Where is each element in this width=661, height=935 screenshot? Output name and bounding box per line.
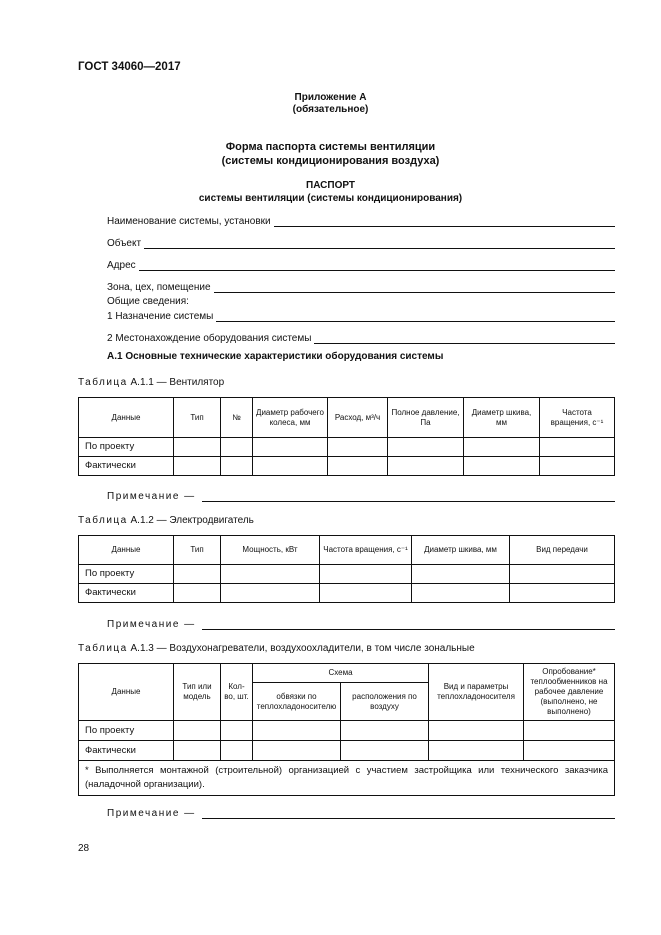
data-cell[interactable] bbox=[174, 721, 221, 741]
caption-label: Таблица bbox=[78, 515, 128, 526]
appendix-title: Приложение А bbox=[294, 92, 367, 103]
passport-title: ПАСПОРТ bbox=[306, 180, 355, 191]
data-cell[interactable] bbox=[510, 565, 615, 584]
data-cell[interactable] bbox=[174, 565, 221, 584]
data-cell[interactable] bbox=[328, 457, 388, 476]
row-label: По проекту bbox=[79, 565, 174, 584]
data-cell[interactable] bbox=[221, 584, 320, 603]
table3-caption bbox=[78, 643, 475, 654]
data-cell[interactable] bbox=[221, 438, 253, 457]
data-cell[interactable] bbox=[341, 741, 429, 761]
caption-label: Таблица bbox=[78, 643, 128, 654]
data-cell[interactable] bbox=[253, 721, 341, 741]
header-cell: обвязки по теплохладоносителю bbox=[253, 683, 341, 721]
field-label: Адрес bbox=[107, 260, 136, 271]
data-cell[interactable] bbox=[464, 457, 540, 476]
table-row bbox=[79, 438, 615, 457]
fill-line[interactable] bbox=[216, 320, 615, 322]
fill-line[interactable] bbox=[139, 269, 615, 271]
data-cell[interactable] bbox=[174, 457, 221, 476]
data-cell[interactable] bbox=[388, 457, 464, 476]
table-row bbox=[79, 457, 615, 476]
data-cell[interactable] bbox=[524, 741, 615, 761]
data-cell[interactable] bbox=[540, 438, 615, 457]
table-motor bbox=[78, 535, 615, 603]
data-cell[interactable] bbox=[412, 584, 510, 603]
header-cell: Данные bbox=[79, 536, 174, 565]
table-row bbox=[79, 565, 615, 584]
field-system-name bbox=[107, 216, 615, 227]
header-cell: Тип или модель bbox=[174, 664, 221, 721]
header-cell: Кол-во, шт. bbox=[221, 664, 253, 721]
data-cell[interactable] bbox=[221, 565, 320, 584]
caption-text: А.1.3 — Воздухонагреватели, воздухоохладители, в том числе зональные bbox=[127, 643, 475, 654]
field-label: 2 Местонахождение оборудования системы bbox=[107, 333, 312, 344]
table-footnote: * Выполняется монтажной (строительной) организацией с участием застройщика или технического заказчика (наладочной организации). bbox=[79, 761, 615, 796]
form-title-line1: Форма паспорта системы вентиляции bbox=[225, 141, 436, 153]
table1-caption bbox=[78, 377, 224, 388]
header-cell: Частота вращения, с⁻¹ bbox=[320, 536, 412, 565]
note-label: Примечание — bbox=[107, 619, 196, 630]
fill-line[interactable] bbox=[202, 628, 615, 630]
table3-note bbox=[107, 808, 615, 819]
field-object bbox=[107, 238, 615, 249]
note-label: Примечание — bbox=[107, 491, 196, 502]
table1-note bbox=[107, 491, 615, 502]
caption-label: Таблица bbox=[78, 377, 128, 388]
data-cell[interactable] bbox=[510, 584, 615, 603]
row-label: По проекту bbox=[79, 721, 174, 741]
header-cell: Диаметр шкива, мм bbox=[464, 398, 540, 438]
header-cell: Схема bbox=[253, 664, 429, 683]
field-label: Объект bbox=[107, 238, 142, 249]
page-number: 28 bbox=[78, 843, 90, 854]
header-cell: расположения по воздуху bbox=[341, 683, 429, 721]
table2-caption bbox=[78, 515, 254, 526]
header-cell: Тип bbox=[174, 536, 221, 565]
table-row bbox=[79, 584, 615, 603]
row-label: По проекту bbox=[79, 438, 174, 457]
data-cell[interactable] bbox=[429, 721, 524, 741]
field-label: Зона, цех, помещение bbox=[107, 282, 211, 293]
header-cell: Мощность, кВт bbox=[221, 536, 320, 565]
header-cell: Полное давление, Па bbox=[388, 398, 464, 438]
document-code: ГОСТ 34060—2017 bbox=[78, 61, 181, 73]
data-cell[interactable] bbox=[174, 584, 221, 603]
data-cell[interactable] bbox=[221, 457, 253, 476]
table-fan bbox=[78, 397, 615, 476]
table-heaters bbox=[78, 663, 615, 796]
appendix-status: (обязательное) bbox=[292, 104, 369, 115]
data-cell[interactable] bbox=[221, 721, 253, 741]
fill-line[interactable] bbox=[314, 342, 615, 344]
field-label: Наименование системы, установки bbox=[107, 216, 271, 227]
field-label: 1 Назначение системы bbox=[107, 311, 214, 322]
data-cell[interactable] bbox=[253, 457, 328, 476]
data-cell[interactable] bbox=[174, 741, 221, 761]
data-cell[interactable] bbox=[328, 438, 388, 457]
table2-note bbox=[107, 619, 615, 630]
header-cell: Диаметр рабочего колеса, мм bbox=[253, 398, 328, 438]
data-cell[interactable] bbox=[388, 438, 464, 457]
row-label: Фактически bbox=[79, 457, 174, 476]
header-cell: Вид передачи bbox=[510, 536, 615, 565]
data-cell[interactable] bbox=[341, 721, 429, 741]
field-address bbox=[107, 260, 615, 271]
data-cell[interactable] bbox=[412, 565, 510, 584]
data-cell[interactable] bbox=[320, 565, 412, 584]
header-cell: № bbox=[221, 398, 253, 438]
data-cell[interactable] bbox=[429, 741, 524, 761]
general-info-label: Общие сведения: bbox=[107, 296, 189, 307]
data-cell[interactable] bbox=[320, 584, 412, 603]
header-cell: Тип bbox=[174, 398, 221, 438]
fill-line[interactable] bbox=[144, 247, 615, 249]
data-cell[interactable] bbox=[253, 438, 328, 457]
form-title-line2: (системы кондиционирования воздуха) bbox=[221, 155, 440, 167]
fill-line[interactable] bbox=[202, 500, 615, 502]
header-cell: Данные bbox=[79, 664, 174, 721]
row-label: Фактически bbox=[79, 584, 174, 603]
fill-line[interactable] bbox=[214, 291, 615, 293]
header-cell: Данные bbox=[79, 398, 174, 438]
fill-line[interactable] bbox=[274, 225, 615, 227]
data-cell[interactable] bbox=[221, 741, 253, 761]
header-cell: Опробование* теплообменников на рабочее давление (выполнено, не выполнено) bbox=[524, 664, 615, 721]
caption-text: А.1.2 — Электродвигатель bbox=[127, 515, 254, 526]
caption-text: А.1.1 — Вентилятор bbox=[127, 377, 225, 388]
row-label: Фактически bbox=[79, 741, 174, 761]
header-cell: Частота вращения, с⁻¹ bbox=[540, 398, 615, 438]
data-cell[interactable] bbox=[464, 438, 540, 457]
table-row bbox=[79, 721, 615, 741]
header-cell: Вид и параметры теплохладоносителя bbox=[429, 664, 524, 721]
data-cell[interactable] bbox=[253, 741, 341, 761]
passport-subtitle: системы вентиляции (системы кондиционирования) bbox=[198, 193, 463, 204]
header-cell: Диаметр шкива, мм bbox=[412, 536, 510, 565]
field-zone bbox=[107, 282, 615, 293]
field-purpose bbox=[107, 311, 615, 322]
header-cell: Расход, м³/ч bbox=[328, 398, 388, 438]
data-cell[interactable] bbox=[540, 457, 615, 476]
data-cell[interactable] bbox=[524, 721, 615, 741]
fill-line[interactable] bbox=[202, 817, 615, 819]
field-location bbox=[107, 333, 615, 344]
section-a1-title: А.1 Основные технические характеристики оборудования системы bbox=[107, 351, 444, 362]
table-row bbox=[79, 741, 615, 761]
note-label: Примечание — bbox=[107, 808, 196, 819]
data-cell[interactable] bbox=[174, 438, 221, 457]
